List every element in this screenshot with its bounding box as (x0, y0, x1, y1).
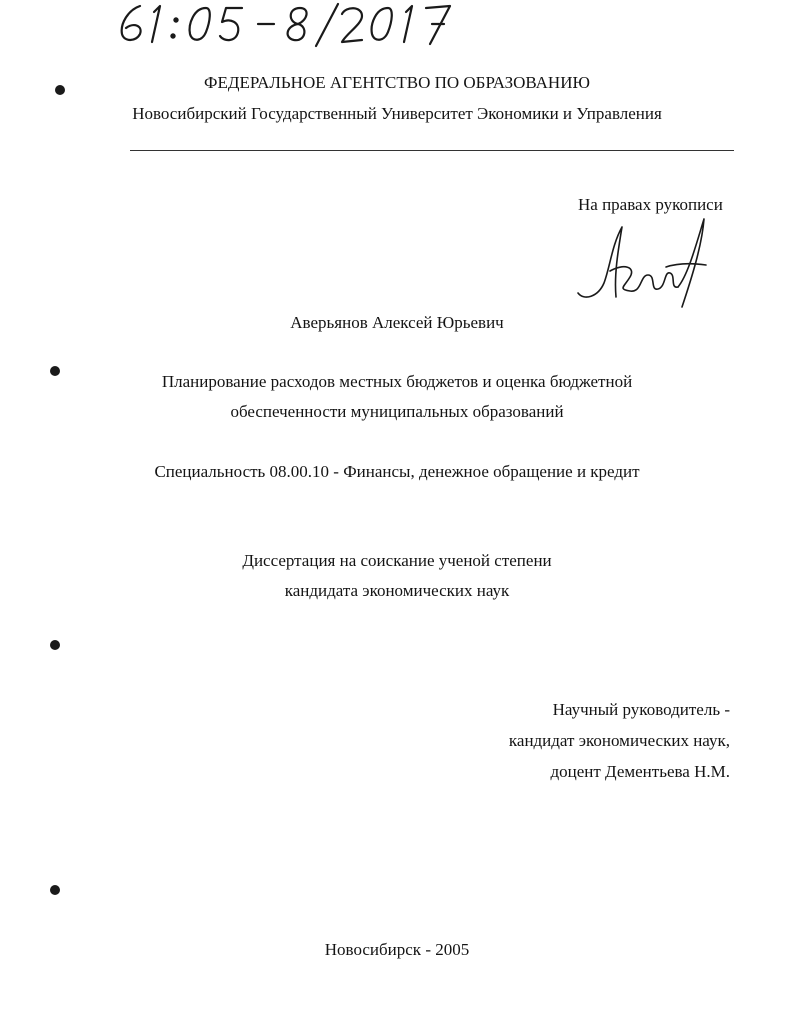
handwritten-stamp-number (110, 0, 490, 50)
university-name: Новосибирский Государственный Университет Экономики и Управления (132, 104, 662, 123)
margin-dot (50, 885, 60, 895)
header-divider (130, 150, 734, 151)
margin-dot (50, 640, 60, 650)
city-year: Новосибирск - 2005 (324, 940, 470, 959)
signature (570, 205, 720, 315)
supervisor-line-1: Научный руководитель - (552, 700, 730, 719)
degree-line-1: Диссертация на соискание ученой степени (242, 551, 552, 570)
degree-line-2: кандидата экономических наук (284, 581, 510, 600)
thesis-title-line-1: Планирование расходов местных бюджетов и оценка бюджетной (161, 372, 633, 391)
specialty: Специальность 08.00.10 - Финансы, денежное обращение и кредит (154, 462, 640, 481)
thesis-title-line-2: обеспеченности муниципальных образований (230, 402, 564, 421)
supervisor-line-3: доцент Дементьева Н.М. (550, 762, 730, 781)
author-name: Аверьянов Алексей Юрьевич (290, 313, 504, 332)
supervisor-line-2: кандидат экономических наук, (508, 731, 730, 750)
manuscript-note: На правах рукописи (578, 195, 723, 214)
agency-name: ФЕДЕРАЛЬНОЕ АГЕНТСТВО ПО ОБРАЗОВАНИЮ (204, 73, 590, 92)
